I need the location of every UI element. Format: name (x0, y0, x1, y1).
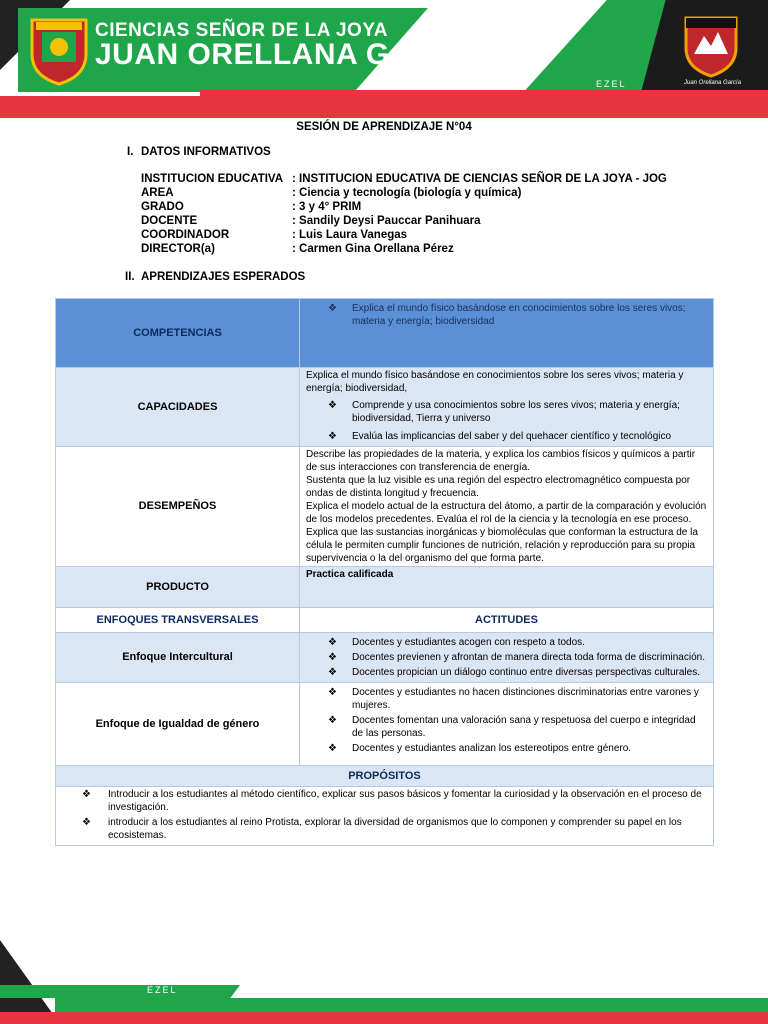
school-name-line1: CIENCIAS SEÑOR DE LA JOYA (95, 20, 388, 41)
desempenos-label: DESEMPEÑOS (56, 447, 300, 567)
footer-green-strip (0, 985, 240, 998)
info-value: : Luis Laura Vanegas (292, 229, 408, 241)
info-value: : INSTITUCION EDUCATIVA DE CIENCIAS SEÑOR DE LA JOYA - JOG (292, 173, 667, 185)
table-header-row (56, 608, 714, 633)
section2-number: II. (125, 271, 135, 283)
ezel-label-bottom: EZEL (147, 985, 178, 995)
info-label: COORDINADOR (141, 229, 230, 241)
learning-table (55, 298, 714, 846)
shield-emblem-icon (682, 14, 740, 78)
info-label: INSTITUCION EDUCATIVA (141, 173, 284, 185)
list-item (328, 714, 707, 740)
competencias-label: COMPETENCIAS (56, 299, 300, 368)
bullet-icon: ❖ (328, 743, 337, 754)
list-item (328, 302, 707, 328)
enfoque-genero-label: Enfoque de Igualdad de género (56, 683, 300, 766)
info-label: AREA (141, 187, 174, 199)
info-value: : Carmen Gina Orellana Pérez (292, 243, 454, 255)
list-item (82, 816, 707, 842)
desempeno-text: Sustenta que la luz visible es una región del espectro electromagnético compuesta por ondas de distinta longitud y frecuencia. (306, 475, 691, 499)
capacidad-text: Evalúa las implicancias del saber y del quehacer científico y tecnológico (352, 431, 672, 442)
section2-title: APRENDIZAJES ESPERADOS (141, 271, 306, 283)
table-row (56, 567, 714, 608)
desempenos-cell (300, 447, 714, 567)
proposito-text: Introducir a los estudiantes al método científico, explicar sus pasos básicos y fomentar la curiosidad y la observación en el proceso de investigación. (108, 789, 702, 813)
school-name-line2: JUAN ORELLANA GARCÍA (95, 38, 488, 71)
table-row (56, 787, 714, 846)
capacidades-intro: Explica el mundo físico basándose en conocimientos sobre los seres vivos; materia y energía; biodiversidad, (306, 370, 684, 394)
propositos-header: PROPÓSITOS (56, 766, 714, 787)
capacidades-cell (300, 368, 714, 447)
info-label: DOCENTE (141, 215, 198, 227)
desempeno-text: Explica el modelo actual de la estructura del átomo, a partir de la comparación y evolución de los modelos precedentes. Evalúa el rol de la ciencia y la tecnología en ese proceso. (306, 501, 707, 525)
actitudes-header: ACTITUDES (300, 608, 714, 633)
bullet-icon: ❖ (328, 431, 337, 442)
list-item (328, 666, 707, 679)
actitud-text: Docentes y estudiantes no hacen distinciones discriminatorias entre varones y mujeres. (352, 687, 699, 711)
producto-label: PRODUCTO (56, 567, 300, 608)
capacidades-label: CAPACIDADES (56, 368, 300, 447)
actitud-text: Docentes propician un diálogo continuo entre diversas perspectivas culturales. (352, 667, 700, 678)
actitud-text: Docentes y estudiantes analizan los estereotipos entre género. (352, 743, 632, 754)
header-red-band (0, 96, 768, 118)
table-header-row (56, 766, 714, 787)
enfoque-intercultural-cell (300, 633, 714, 683)
footer-red-band (0, 1012, 768, 1024)
bullet-icon: ❖ (328, 652, 337, 663)
list-item (328, 430, 707, 443)
producto-value: Practica calificada (300, 567, 714, 608)
list-item (82, 788, 707, 814)
table-row (56, 299, 714, 368)
info-value: : Sandily Deysi Pauccar Panihuara (292, 215, 481, 227)
bullet-icon: ❖ (328, 667, 337, 678)
bullet-icon: ❖ (328, 637, 337, 648)
list-item (328, 399, 707, 425)
enfoques-header: ENFOQUES TRANSVERSALES (56, 608, 300, 633)
propositos-cell (56, 787, 714, 846)
desempeno-text: Explica que las sustancias inorgánicas y biomoléculas que conforman la estructura de la célula le permiten cumplir funciones de nutrición, relación y reproducción para su propia supervivencia o la del organismo del que forma parte. (306, 527, 698, 564)
signature: Juan Orellana García (684, 80, 742, 86)
bullet-icon: ❖ (82, 817, 91, 828)
capacidad-text: Comprende y usa conocimientos sobre los seres vivos; materia y energía; biodiversidad, Tierra y universo (352, 400, 680, 424)
desempeno-text: Describe las propiedades de la materia, y explica los cambios físicos y químicos a partir de sus interacciones con transferencia de energía. (306, 449, 696, 473)
session-title: SESIÓN DE APRENDIZAJE N°04 (296, 121, 472, 133)
bullet-icon: ❖ (328, 400, 337, 411)
actitud-text: Docentes y estudiantes acogen con respeto a todos. (352, 637, 585, 648)
table-row (56, 368, 714, 447)
school-crest-icon (28, 14, 90, 86)
bullet-icon: ❖ (328, 715, 337, 726)
proposito-text: introducir a los estudiantes al reino Protista, explorar la diversidad de organismos que lo componen y comprender su papel en los ecosistemas. (108, 817, 682, 841)
bullet-icon: ❖ (328, 303, 337, 314)
info-label: GRADO (141, 201, 184, 213)
list-item (328, 636, 707, 649)
enfoque-intercultural-label: Enfoque Intercultural (56, 633, 300, 683)
actitud-text: Docentes previenen y afrontan de manera directa toda forma de discriminación. (352, 652, 705, 663)
actitud-text: Docentes fomentan una valoración sana y respetuosa del cuerpo e integridad de las personas. (352, 715, 696, 739)
table-row (56, 447, 714, 567)
section1-number: I. (127, 146, 134, 158)
bullet-icon: ❖ (82, 789, 91, 800)
list-item (328, 742, 707, 755)
info-value: : Ciencia y tecnología (biología y química) (292, 187, 522, 199)
list-item (328, 686, 707, 712)
table-row (56, 633, 714, 683)
section1-title: DATOS INFORMATIVOS (141, 146, 271, 158)
ezel-label-top: EZEL (596, 79, 627, 89)
enfoque-genero-cell (300, 683, 714, 766)
competencias-cell (300, 299, 714, 368)
list-item (328, 651, 707, 664)
info-value: : 3 y 4° PRIM (292, 201, 362, 213)
table-row (56, 683, 714, 766)
competencia-text: Explica el mundo físico basándose en conocimientos sobre los seres vivos; materia y energía; biodiversidad (352, 303, 686, 327)
bullet-icon: ❖ (328, 687, 337, 698)
info-label: DIRECTOR(a) (141, 243, 215, 255)
